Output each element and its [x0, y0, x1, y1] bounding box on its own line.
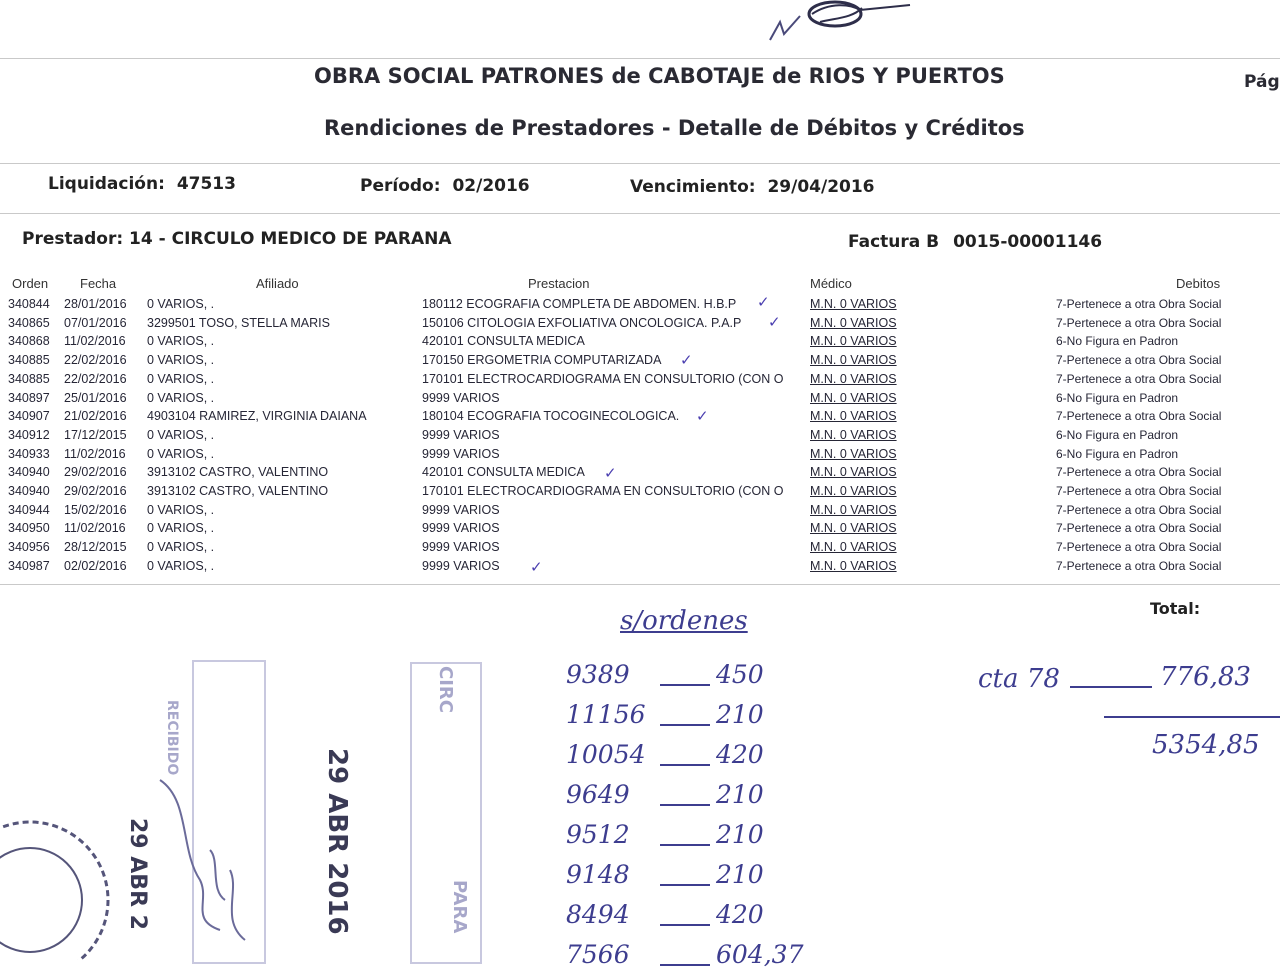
stamp-date-1: 29 ABR 2016	[322, 748, 352, 935]
afiliado-cell: 3299501 TOSO, STELLA MARIS	[147, 315, 330, 330]
fecha-cell: 17/12/2015	[64, 427, 127, 442]
medico-cell: M.N. 0 VARIOS	[810, 390, 897, 405]
orden-cell: 340865	[8, 315, 50, 330]
vencimiento	[630, 177, 875, 197]
handwritten-dash	[660, 964, 710, 966]
prestacion-cell: 9999 VARIOS	[422, 446, 500, 461]
debito-cell: 7-Pertenece a otra Obra Social	[1056, 484, 1222, 498]
fecha-cell: 11/02/2016	[64, 521, 126, 536]
handwritten-dash	[660, 844, 710, 846]
afiliado-cell: 0 VARIOS, .	[147, 540, 215, 555]
header-rule-prestador	[0, 213, 1280, 214]
factura	[848, 232, 1102, 252]
fecha-cell: 22/02/2016	[64, 371, 127, 386]
orden-cell: 340885	[8, 353, 50, 368]
vencimiento-label: Vencimiento:	[630, 177, 756, 197]
medico-cell: M.N. 0 VARIOS	[810, 502, 897, 517]
handwritten-amount: 420	[716, 900, 764, 929]
handwritten-amount: 210	[716, 820, 764, 849]
table-row	[0, 521, 1280, 540]
periodo-value: 02/2016	[452, 176, 530, 196]
afiliado-cell: 0 VARIOS, .	[147, 427, 215, 442]
table-row	[0, 559, 1280, 578]
handwritten-total-line	[1104, 716, 1280, 718]
orden-cell: 340933	[8, 446, 50, 461]
top-signature-mark	[740, 0, 940, 60]
handwritten-amount: 420	[716, 740, 764, 769]
table-row	[0, 391, 1280, 410]
medico-cell: M.N. 0 VARIOS	[810, 484, 897, 498]
table-row	[0, 353, 1280, 372]
orden-cell: 340885	[8, 371, 50, 386]
afiliado-cell: 0 VARIOS, .	[147, 334, 215, 349]
afiliado-cell: 3913102 CASTRO, VALENTINO	[147, 465, 329, 480]
factura-value: 0015-00001146	[953, 232, 1103, 252]
debito-cell: 7-Pertenece a otra Obra Social	[1056, 315, 1222, 330]
table-row	[0, 465, 1280, 484]
header-rule-meta	[0, 163, 1280, 164]
orden-cell: 340897	[8, 390, 50, 405]
table-row	[0, 484, 1280, 503]
periodo	[360, 176, 530, 196]
debito-cell: 7-Pertenece a otra Obra Social	[1056, 465, 1222, 480]
handwritten-ref: 7566	[566, 940, 630, 969]
check-mark-icon: ✓	[757, 293, 770, 311]
handwritten-ref: 11156	[566, 700, 646, 729]
handwritten-dash	[660, 924, 710, 926]
prestacion-cell: 9999 VARIOS	[422, 558, 500, 573]
handwritten-amount: 210	[716, 860, 764, 889]
handwritten-ref: 9148	[566, 860, 630, 889]
afiliado-cell: 4903104 RAMIREZ, VIRGINIA DAIANA	[147, 409, 367, 424]
handwritten-ref: 10054	[566, 740, 646, 769]
handwritten-dash	[660, 764, 710, 766]
fecha-cell: 07/01/2016	[64, 315, 127, 330]
orden-cell: 340912	[8, 427, 50, 442]
afiliado-cell: 0 VARIOS, .	[147, 297, 215, 311]
check-mark-icon: ✓	[696, 407, 709, 425]
handwritten-dash	[660, 684, 710, 686]
handwritten-ref: 8494	[566, 900, 630, 929]
col-orden: Orden	[12, 276, 49, 291]
medico-cell: M.N. 0 VARIOS	[810, 427, 897, 442]
debito-cell: 6-No Figura en Padron	[1056, 446, 1179, 461]
col-medico: Médico	[810, 276, 852, 291]
prestacion-cell: 420101 CONSULTA MEDICA	[422, 334, 585, 349]
total-label: Total:	[1150, 599, 1201, 618]
stamp-circulo: CIRC	[435, 666, 456, 713]
table-row	[0, 540, 1280, 559]
prestacion-cell: 150106 CITOLOGIA EXFOLIATIVA ONCOLOGICA. P.A.P	[422, 315, 742, 330]
orden-cell: 340868	[8, 334, 50, 349]
prestacion-cell: 9999 VARIOS	[422, 540, 500, 555]
medico-cell: M.N. 0 VARIOS	[810, 465, 897, 480]
debito-cell: 7-Pertenece a otra Obra Social	[1056, 353, 1222, 368]
debito-cell: 6-No Figura en Padron	[1056, 390, 1179, 405]
handwritten-amount: 450	[716, 660, 764, 689]
afiliado-cell: 0 VARIOS, .	[147, 558, 215, 573]
fecha-cell: 21/02/2016	[64, 409, 127, 424]
handwritten-side-line	[1070, 686, 1152, 688]
fecha-cell: 29/02/2016	[64, 484, 127, 498]
debito-cell: 7-Pertenece a otra Obra Social	[1056, 502, 1222, 517]
table-row	[0, 409, 1280, 428]
col-fecha: Fecha	[80, 276, 117, 291]
table-row	[0, 447, 1280, 466]
prestacion-cell: 170101 ELECTROCARDIOGRAMA EN CONSULTORIO (CON O	[422, 484, 784, 498]
afiliado-cell: 0 VARIOS, .	[147, 502, 215, 517]
handwritten-amount: 604,37	[716, 940, 804, 969]
medico-cell: M.N. 0 VARIOS	[810, 297, 897, 311]
vencimiento-value: 29/04/2016	[767, 177, 875, 197]
orden-cell: 340950	[8, 521, 50, 536]
handwritten-dash	[660, 804, 710, 806]
debito-cell: 7-Pertenece a otra Obra Social	[1056, 297, 1222, 311]
fecha-cell: 29/02/2016	[64, 465, 127, 480]
afiliado-cell: 0 VARIOS, .	[147, 521, 215, 536]
medico-cell: M.N. 0 VARIOS	[810, 315, 897, 330]
orden-cell: 340940	[8, 465, 50, 480]
prestacion-cell: 9999 VARIOS	[422, 521, 500, 536]
afiliado-cell: 0 VARIOS, .	[147, 446, 215, 461]
prestacion-cell: 420101 CONSULTA MEDICA	[422, 465, 585, 480]
page-label: Pág	[1244, 72, 1280, 92]
afiliado-cell: 0 VARIOS, .	[147, 371, 215, 386]
prestacion-cell: 9999 VARIOS	[422, 390, 500, 405]
debito-cell: 6-No Figura en Padron	[1056, 427, 1179, 442]
medico-cell: M.N. 0 VARIOS	[810, 371, 897, 386]
prestacion-cell: 180104 ECOGRAFIA TOCOGINECOLOGICA.	[422, 409, 680, 424]
prestacion-cell: 170101 ELECTROCARDIOGRAMA EN CONSULTORIO (CON O	[422, 371, 784, 386]
check-mark-icon: ✓	[768, 313, 781, 331]
medico-cell: M.N. 0 VARIOS	[810, 353, 897, 368]
stamp-recibido: RECIBIDO	[164, 700, 180, 776]
col-prestacion: Prestacion	[528, 276, 590, 291]
document-title: OBRA SOCIAL PATRONES de CABOTAJE de RIOS Y PUERTOS	[314, 64, 1005, 88]
handwritten-grand-total: 5354,85	[1152, 730, 1260, 760]
prestador-label: Prestador: 14 - CIRCULO MEDICO DE PARANA	[22, 229, 452, 249]
orden-cell: 340844	[8, 297, 50, 311]
debito-cell: 7-Pertenece a otra Obra Social	[1056, 409, 1222, 424]
debito-cell: 7-Pertenece a otra Obra Social	[1056, 521, 1222, 536]
stamp-parana: PARA	[449, 880, 470, 934]
col-debitos: Debitos	[1176, 276, 1221, 291]
fecha-cell: 02/02/2016	[64, 558, 127, 573]
afiliado-cell: 3913102 CASTRO, VALENTINO	[147, 484, 329, 498]
prestacion-cell: 9999 VARIOS	[422, 502, 500, 517]
check-mark-icon: ✓	[530, 558, 543, 576]
debito-cell: 6-No Figura en Padron	[1056, 334, 1179, 349]
handwritten-ref: 9649	[566, 780, 630, 809]
handwritten-ref: 9512	[566, 820, 630, 849]
medico-cell: M.N. 0 VARIOS	[810, 409, 897, 424]
orden-cell: 340987	[8, 558, 50, 573]
handwritten-signature	[150, 770, 280, 960]
table-row	[0, 316, 1280, 335]
medico-cell: M.N. 0 VARIOS	[810, 334, 897, 349]
table-row	[0, 334, 1280, 353]
fecha-cell: 28/12/2015	[64, 540, 127, 555]
liquidacion	[48, 174, 236, 194]
prestacion-cell: 170150 ERGOMETRIA COMPUTARIZADA	[422, 353, 662, 368]
stamp-date-2: 29 ABR 2	[125, 818, 150, 930]
periodo-label: Período:	[360, 176, 441, 196]
fecha-cell: 25/01/2016	[64, 390, 127, 405]
medico-cell: M.N. 0 VARIOS	[810, 558, 897, 573]
medico-cell: M.N. 0 VARIOS	[810, 540, 897, 555]
table-row	[0, 503, 1280, 522]
handwritten-amount: 210	[716, 780, 764, 809]
medico-cell: M.N. 0 VARIOS	[810, 521, 897, 536]
factura-label: Factura B	[848, 232, 940, 252]
handwritten-ref: 9389	[566, 660, 630, 689]
debito-cell: 7-Pertenece a otra Obra Social	[1056, 540, 1222, 555]
header-rule-top	[0, 58, 1280, 59]
fecha-cell: 11/02/2016	[64, 446, 126, 461]
orden-cell: 340940	[8, 484, 50, 498]
debito-cell: 7-Pertenece a otra Obra Social	[1056, 371, 1222, 386]
table-row	[0, 372, 1280, 391]
handwritten-amount: 210	[716, 700, 764, 729]
liquidacion-label: Liquidación:	[48, 174, 165, 194]
liquidacion-value: 47513	[176, 174, 236, 194]
fecha-cell: 28/01/2016	[64, 297, 127, 311]
orden-cell: 340956	[8, 540, 50, 555]
fecha-cell: 15/02/2016	[64, 502, 127, 517]
orden-cell: 340907	[8, 409, 50, 424]
afiliado-cell: 0 VARIOS, .	[147, 353, 215, 368]
round-seal-icon	[0, 790, 110, 960]
table-row	[0, 297, 1280, 316]
fecha-cell: 22/02/2016	[64, 353, 127, 368]
handwritten-heading: s/ordenes	[620, 606, 748, 636]
fecha-cell: 11/02/2016	[64, 334, 126, 349]
check-mark-icon: ✓	[604, 464, 617, 482]
col-afiliado: Afiliado	[256, 276, 299, 291]
orden-cell: 340944	[8, 502, 50, 517]
handwritten-side-amount: 776,83	[1160, 662, 1251, 692]
prestacion-cell: 180112 ECOGRAFIA COMPLETA DE ABDOMEN. H.B.P	[422, 297, 737, 311]
table-rule-bottom	[0, 584, 1280, 585]
document-subtitle: Rendiciones de Prestadores - Detalle de Débitos y Créditos	[324, 116, 1025, 140]
afiliado-cell: 0 VARIOS, .	[147, 390, 215, 405]
check-mark-icon: ✓	[680, 351, 693, 369]
handwritten-dash	[660, 884, 710, 886]
medico-cell: M.N. 0 VARIOS	[810, 446, 897, 461]
handwritten-dash	[660, 724, 710, 726]
handwritten-side-ref: cta 78	[978, 664, 1060, 694]
prestacion-cell: 9999 VARIOS	[422, 427, 500, 442]
table-row	[0, 428, 1280, 447]
debito-cell: 7-Pertenece a otra Obra Social	[1056, 558, 1222, 573]
